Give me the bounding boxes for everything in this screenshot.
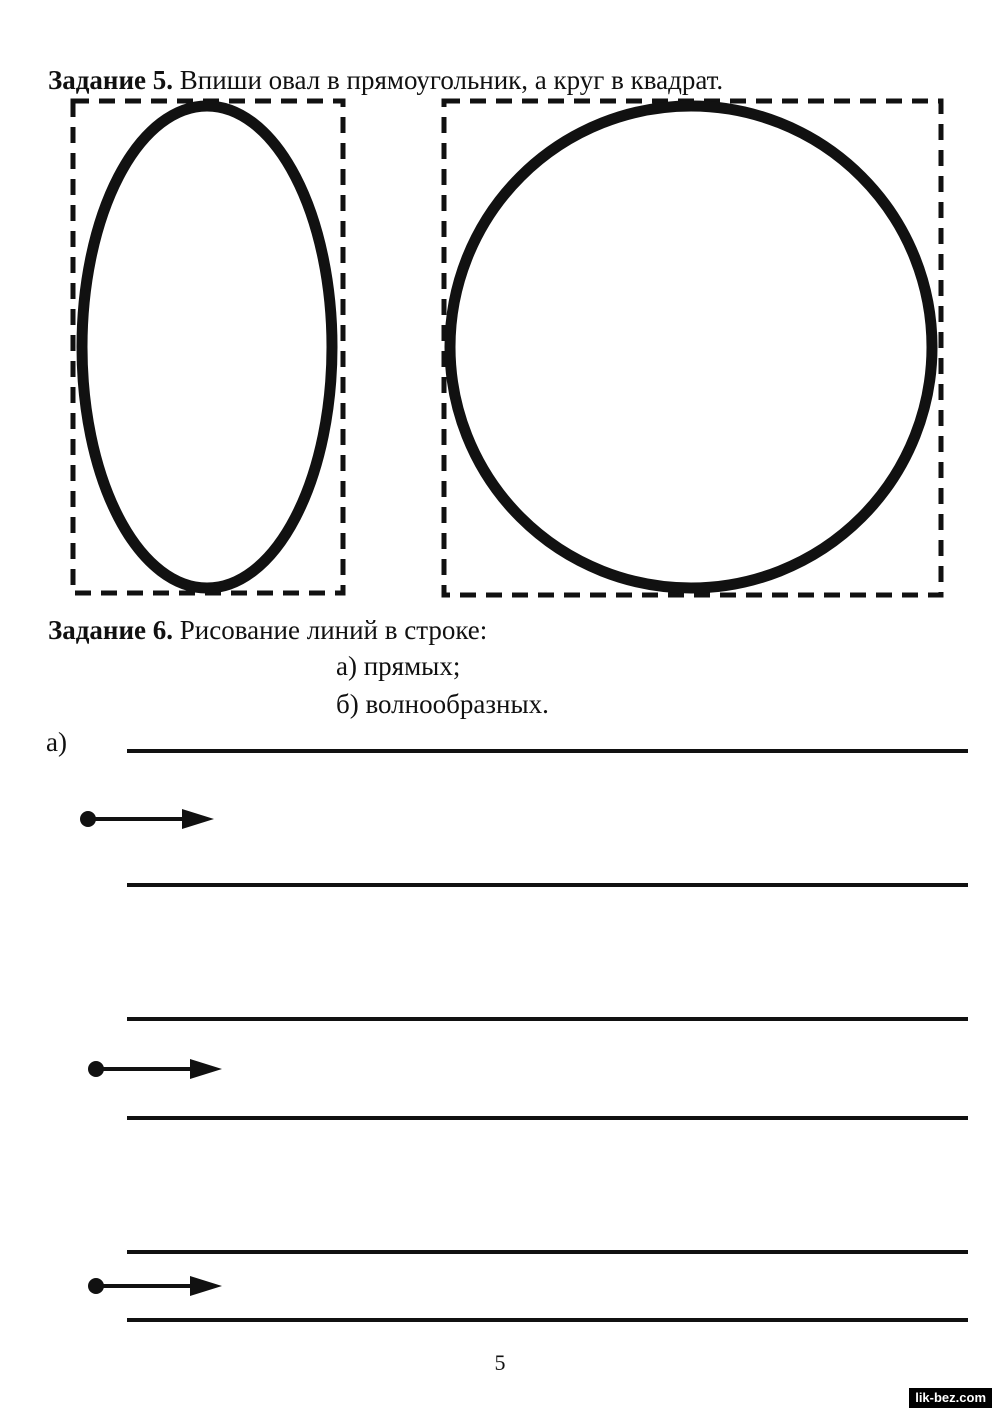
task5-text: Впиши овал в прямоугольник, а круг в квадрат. <box>179 65 724 95</box>
start-arrow-icon <box>80 809 214 829</box>
task6-title <box>48 614 487 646</box>
task6-item-straight: а) прямых; <box>336 651 461 681</box>
start-arrow-icon <box>88 1059 222 1079</box>
task6-label: Задание 6. <box>48 615 174 645</box>
row-a-marker: а) <box>46 727 67 757</box>
task5-shapes <box>0 0 1000 600</box>
task6-item-wavy: б) волнообразных. <box>336 689 549 719</box>
oval-outline <box>82 106 332 588</box>
watermark: lik-bez.com <box>909 1388 992 1408</box>
start-arrow-icon <box>88 1276 222 1296</box>
task5-label: Задание 5. <box>48 65 174 95</box>
circle-outline <box>450 106 932 588</box>
task6-text: Рисование линий в строке: <box>179 615 488 645</box>
page-number: 5 <box>494 1350 506 1375</box>
